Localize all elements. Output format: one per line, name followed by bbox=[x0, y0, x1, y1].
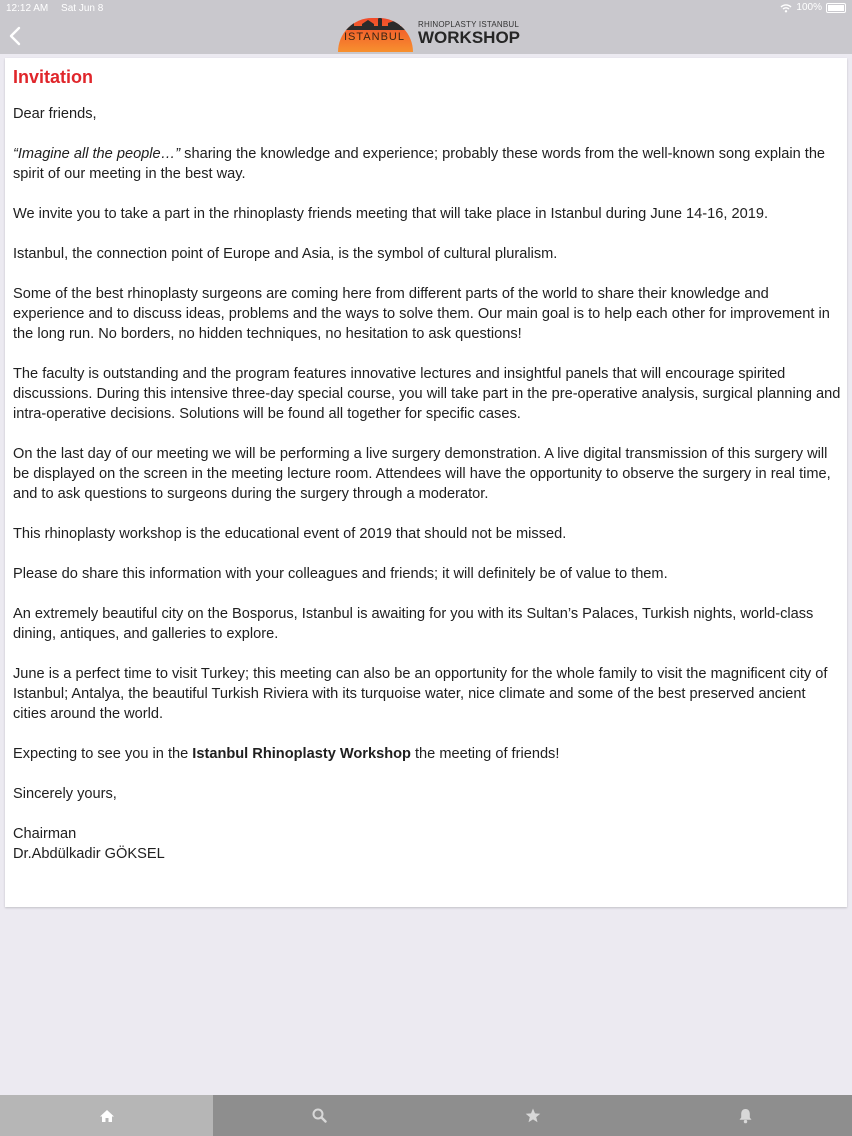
search-icon bbox=[312, 1108, 327, 1123]
star-icon bbox=[525, 1108, 541, 1123]
tab-bar bbox=[0, 1095, 852, 1136]
invitation-card bbox=[5, 58, 847, 907]
tab-home[interactable] bbox=[0, 1095, 213, 1136]
paragraph-1-text: sharing the knowledge and experience; probably these words from the well-known song explain the spirit of our meeting in the best way. bbox=[13, 146, 826, 182]
logo-sun-emblem bbox=[338, 18, 413, 52]
battery-icon bbox=[826, 3, 846, 13]
paragraph-11-end: the meeting of friends! bbox=[410, 746, 560, 762]
paragraph-9: An extremely beautiful city on the Bosporus, Istanbul is awaiting for you with its Sultan’s Palaces, Turkish nights, world-class dining, antiques, and galleries to explore. bbox=[13, 606, 814, 642]
paragraph-11 bbox=[13, 744, 841, 764]
skyline-icon bbox=[344, 18, 408, 30]
tab-notifications[interactable] bbox=[639, 1095, 852, 1136]
chevron-left-icon bbox=[9, 26, 21, 46]
wifi-icon bbox=[780, 3, 792, 13]
paragraph-10: June is a perfect time to visit Turkey; this meeting can also be an opportunity for the whole family to visit the magnificent city of Istanbul; Antalya, the beautiful Turkish Riviera with its turquoise water, nice climate and some of the best preserved ancient cities around the world. bbox=[13, 666, 828, 722]
status-bar bbox=[0, 0, 852, 18]
paragraph-2: We invite you to take a part in the rhinoplasty friends meeting that will take place in Istanbul during June 14-16, 2019. bbox=[13, 206, 768, 222]
paragraph-5: The faculty is outstanding and the program features innovative lectures and insightful panels that will encourage spirited discussions. During this intensive three-day special course, you will take part in the pre-operative analysis, surgical planning and intra-operative decisions. Solutions will be found all together for specific cases. bbox=[13, 366, 841, 422]
status-left bbox=[6, 3, 113, 14]
paragraph-8: Please do share this information with your colleagues and friends; it will definitely be of value to them. bbox=[13, 566, 668, 582]
greeting: Dear friends, bbox=[13, 106, 97, 122]
signature-name: Dr.Abdülkadir GÖKSEL bbox=[13, 846, 165, 862]
event-name: Istanbul Rhinoplasty Workshop bbox=[192, 746, 411, 762]
workshop-logo bbox=[338, 18, 528, 54]
home-icon bbox=[99, 1109, 115, 1123]
paragraph-11-start: Expecting to see you in the bbox=[13, 746, 193, 762]
logo-subtitle: RHINOPLASTY ISTANBUL bbox=[418, 20, 520, 29]
bell-icon bbox=[738, 1108, 753, 1124]
status-time: 12:12 AM bbox=[6, 3, 49, 14]
page-title: Invitation bbox=[13, 67, 93, 87]
tab-favorites[interactable] bbox=[426, 1095, 639, 1136]
tab-search[interactable] bbox=[213, 1095, 426, 1136]
paragraph-1 bbox=[13, 144, 841, 184]
battery-percent: 100% bbox=[796, 2, 822, 13]
paragraph-6: On the last day of our meeting we will be performing a live surgery demonstration. A live digital transmission of this surgery will be displayed on the screen in the meeting lecture room. Attendees will have the opportunity to observe the surgery in real time, and to ask questions to surgeons during the surgery through a moderator. bbox=[13, 446, 831, 502]
status-date: Sat Jun 8 bbox=[61, 3, 104, 14]
paragraph-7: This rhinoplasty workshop is the educational event of 2019 that should not be missed. bbox=[13, 526, 567, 542]
status-right bbox=[780, 2, 846, 13]
invitation-letter bbox=[13, 104, 841, 864]
logo-title: WORKSHOP bbox=[418, 28, 520, 47]
closing: Sincerely yours, bbox=[13, 786, 117, 802]
paragraph-3: Istanbul, the connection point of Europe and Asia, is the symbol of cultural pluralism. bbox=[13, 246, 558, 262]
paragraph-4: Some of the best rhinoplasty surgeons are coming here from different parts of the world to share their knowledge and experience and to discuss ideas, problems and the ways to solve them. Our main goal is to help each other for improvement in the long run. No borders, no hidden techniques, no hesitation to ask questions! bbox=[13, 286, 830, 342]
logo-circle-text: ISTANBUL bbox=[344, 31, 405, 43]
signature-role: Chairman bbox=[13, 826, 77, 842]
quote: “Imagine all the people…” bbox=[13, 146, 181, 162]
back-button[interactable] bbox=[4, 22, 26, 50]
